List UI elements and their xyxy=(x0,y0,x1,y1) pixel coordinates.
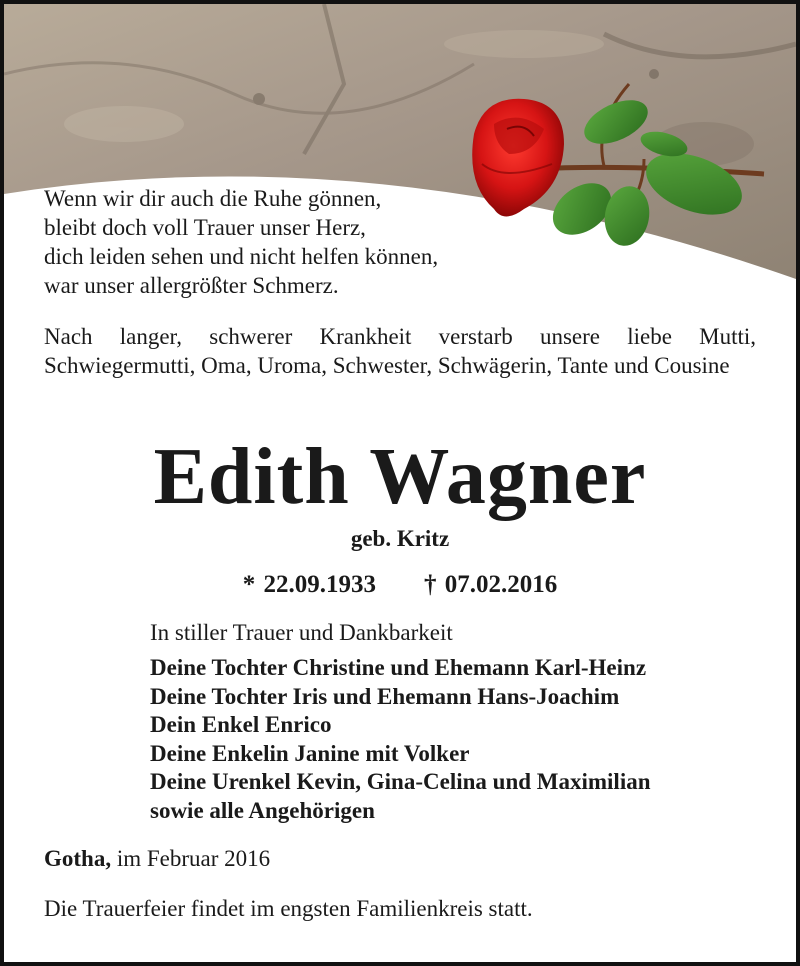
birth-name: geb. Kritz xyxy=(350,526,450,551)
life-dates xyxy=(4,571,796,599)
death-date: † 07.02.2016 xyxy=(424,571,558,598)
mourner-line: Deine Tochter Iris und Ehemann Hans-Joachim xyxy=(150,683,620,709)
place-month: im Februar 2016 xyxy=(111,846,271,871)
mourner-line: Deine Enkelin Janine mit Volker xyxy=(150,740,470,766)
mourner-line: Deine Urenkel Kevin, Gina-Celina und Maximilian xyxy=(150,769,651,794)
place-date xyxy=(44,846,270,872)
mourners-heading: In stiller Trauer und Dankbarkeit xyxy=(150,620,453,645)
intro-text: Nach langer, schwerer Krankheit verstarb unsere liebe Mutti, Schwiegermutti, Oma, Uroma, Schwester, Schwägerin, Tante und Cousine xyxy=(44,324,756,378)
mourner-line: Dein Enkel Enrico xyxy=(150,712,332,737)
mourners-list xyxy=(150,654,651,825)
place-city: Gotha, xyxy=(44,846,112,871)
mourner-line: sowie alle Angehörigen xyxy=(150,797,375,823)
birth-date: * 22.09.1933 xyxy=(242,571,376,598)
poem-verse: Wenn wir dir auch die Ruhe gönnen, bleibt doch voll Trauer unser Herz, dich leiden sehen und nicht helfen können, war unser allergrößter Schmerz. xyxy=(44,186,439,298)
mourner-line: Deine Tochter Christine und Ehemann Karl-Heinz xyxy=(150,655,647,680)
deceased-name: Edith Wagner xyxy=(153,433,647,521)
service-note: Die Trauerfeier findet im engsten Familienkreis statt. xyxy=(44,896,533,921)
